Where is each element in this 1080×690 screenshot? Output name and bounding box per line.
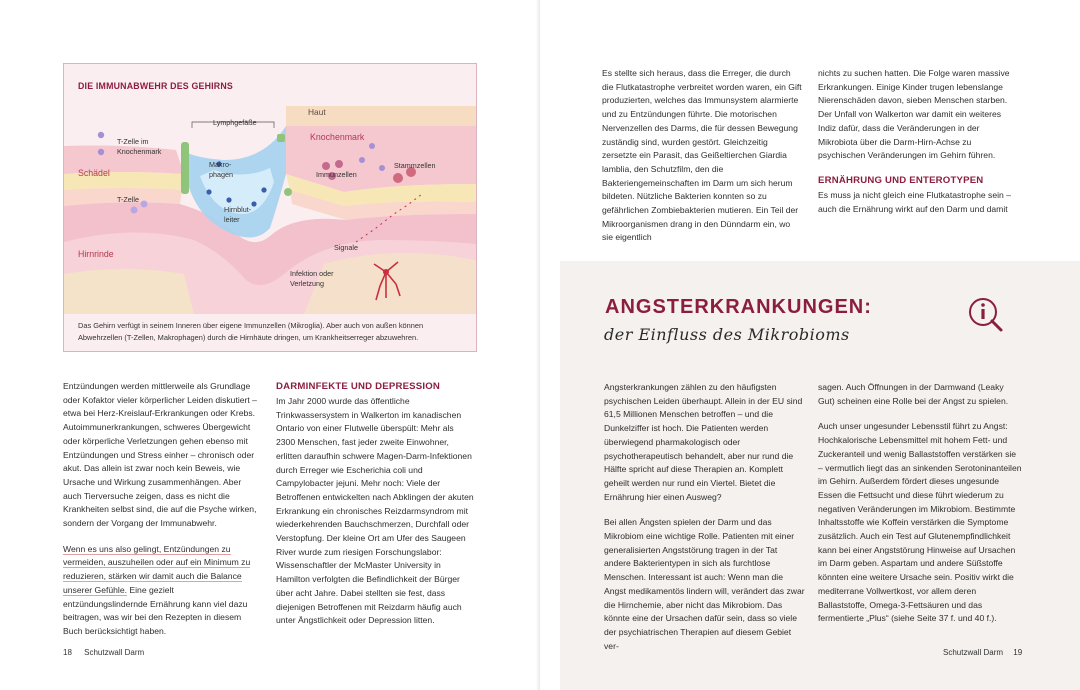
paragraph: Bei allen Ängsten spielen der Darm und das Mikrobiom eine wichtige Rolle. Patienten mit einer generalisierten Angststörung tragen in der Tat andere Bakterientypen in sich als furchtlose Menschen. Interessant ist auch: Wenn man die Angst medikamentös lindern will, verändert das zwar die Hirnchemie, aber nicht das Mikrobiom. Das könnte eine der Ursachen dafür sein, dass so viele der psychiatrischen Therapien auf diesem Gebiet ver- bbox=[604, 517, 805, 651]
label-infektion-2: Verletzung bbox=[290, 279, 324, 288]
page-number: 18 bbox=[63, 648, 72, 657]
left-column-2 bbox=[276, 381, 474, 628]
label-hirnblutleiter-2: leiter bbox=[224, 215, 240, 224]
figure-labels bbox=[64, 64, 476, 351]
paragraph: Entzündungen werden mittlerweile als Grundlage oder Kofaktor vieler körperlicher Leiden diskutiert – etwa bei Herz-Kreislauf-Erkrankungen oder Krebs. Autoimmunerkrankungen, schweres Übergewicht oder körperliche Verletzungen gehen ebenso mit Entzündungen und Stress einher – chronisch oder akut. Das allein ist zwar noch kein Beweis, wie Ursache und Wirkung zusammenhängen. Aber auch Tierversuche zeigen, dass es nicht die Krankheiten selbst sind, die auf die Psyche wirken, sondern der Vorgang der Immunabwehr. bbox=[63, 381, 257, 529]
page-number: 19 bbox=[1013, 648, 1023, 657]
label-tzelle-knochenmark-2: Knochenmark bbox=[117, 147, 162, 156]
paragraph: Angsterkrankungen zählen zu den häufigsten psychischen Leiden überhaupt. Allein in der EU sind 61,5 Millionen Menschen betroffen – und die Dunkelziffer ist hoch. Die Patienten werden überwiegend pharmakologisch oder psychotherapeutisch behandelt, aber nur rund die Hälfte spricht auf diese Therapien an. Komplett geheilt werden nur rund ein Viertel. Bietet die Ernährung hier einen Ausweg? bbox=[604, 382, 803, 502]
label-lymphgefaesse: Lymphgefäße bbox=[213, 118, 257, 127]
footer-left bbox=[63, 648, 144, 657]
figure-caption: Das Gehirn verfügt in seinem Inneren über eigene Immunzellen (Mikroglia). Aber auch von außen können Abwehrzellen (T-Zellen, Makrophagen) durch die Hirnhäute dringen, um Krankheitserreger abzuwehren. bbox=[78, 321, 424, 342]
running-title: Schutzwall Darm bbox=[84, 648, 145, 657]
paragraph: sagen. Auch Öffnungen in der Darmwand (Leaky Gut) scheinen eine Rolle bei der Angst zu spielen. bbox=[818, 382, 1009, 406]
immune-defense-figure bbox=[63, 63, 477, 352]
label-tzelle-knochenmark-1: T-Zelle im bbox=[117, 137, 149, 146]
label-signale: Signale bbox=[334, 243, 358, 252]
figure-title: DIE IMMUNABWEHR DES GEHIRNS bbox=[78, 81, 233, 91]
label-knochenmark: Knochenmark bbox=[310, 132, 365, 142]
infobox-title: ANGSTERKRANKUNGEN: bbox=[605, 296, 872, 318]
infobox-column-2 bbox=[818, 381, 1022, 626]
label-schaedel: Schädel bbox=[78, 168, 110, 178]
paragraph: Auch unser ungesunder Lebensstil führt zu Angst: Hochkalorische Lebensmittel mit hohem Fett- und Zuckeranteil und wenig Ballaststoffen verstärken sie – vermutlich liegt das an sinkenden Serotoninanteilen im Gehirn. Außerdem fördert dieses ungesunde Essen die Fettsucht und diese führt wiederum zu negativen Veränderungen im Mikrobiom. Bestimmte Inhaltsstoffe wie Koffein verstärken die Symptome zusätzlich. Auch ein Test auf Glutenempfindlichkeit kann bei einer Angststörung Hinweise auf Ursachen im Darm geben. Aspartam und andere Süßstoffe könnten eine weitere Ursache sein. Positiv wirkt die mediterrane Vollwertkost, vor allem deren Ballaststoffe, Omega-3-Fettsäuren und das fermentierte „Plus“ (siehe Seite 37 f. und 40 f.). bbox=[818, 421, 1022, 624]
infobox-column-1 bbox=[604, 381, 806, 653]
label-infektion-1: Infektion oder bbox=[290, 269, 334, 278]
label-stammzellen: Stammzellen bbox=[394, 161, 436, 170]
paragraph-rest: Eine gezielt entzündungslindernde Ernährung kann viel dazu beitragen, was wir bei den Rezepten in diesem Buch berücksichtigt haben. bbox=[63, 584, 248, 636]
label-hirnblutleiter-1: Hirnblut- bbox=[224, 205, 252, 214]
underlined-sentence: Wenn es uns also gelingt, Entzündungen zu vermeiden, auszuheilen oder auf ein Minimum zu reduzieren, stärken wir damit auch die Balance unserer Gefühle. bbox=[63, 543, 251, 595]
label-makrophagen-2: phagen bbox=[209, 170, 233, 179]
info-magnifier-icon bbox=[965, 294, 1005, 334]
label-haut: Haut bbox=[308, 107, 326, 117]
running-title: Schutzwall Darm bbox=[943, 648, 1004, 657]
label-makrophagen-1: Makro- bbox=[209, 160, 232, 169]
paragraph: Es muss ja nicht gleich eine Flutkatastrophe sein – auch die Ernährung wirkt auf den Darm und damit bbox=[818, 189, 1011, 214]
paragraph: Es stellte sich heraus, dass die Erreger, die durch die Flutkatastrophe verbreitet worden waren, ein Gift produzierten, welches das Immunsystem alarmierte und zu Entzündungen führte. Die motorischen Nervenzellen des Darms, die für dessen Bewegung zuständig sind, wurden gestört. Gleichzeitig zersetzte ein Parasit, das Geißeltierchen Giardia lamblia, den Schutzfilm, den die Bakteriengemeinschaften im Darm um sich herum bildeten. Nützliche Bakterien konnten so zu gefährlichen Zombiebakterien mutieren. Ein Teil der Mikroorganismen drang in den Dünndarm ein, wo sie eigentlich bbox=[602, 68, 802, 243]
right-column-1 bbox=[602, 67, 802, 245]
label-hirnrinde: Hirnrinde bbox=[78, 249, 114, 259]
infobox-subtitle: der Einfluss des Mikrobioms bbox=[604, 325, 850, 344]
left-column-1 bbox=[63, 380, 260, 639]
section-heading: ERNÄHRUNG UND ENTEROTYPEN bbox=[818, 174, 984, 186]
label-immunzellen: Immunzellen bbox=[316, 170, 357, 179]
section-heading: DARMINFEKTE UND DEPRESSION bbox=[276, 381, 441, 392]
paragraph: Im Jahr 2000 wurde das öffentliche Trinkwassersystem in Walkerton im kanadischen Ontario von einer Flutwelle überspült: Mehr als 2300 Menschen, fast jeder zweite Einwohner, erlitten daraufhin schwere Magen-Darm-Infektionen durch Erreger wie Escherichia coli und Campylobacter jejuni. Mehr noch: Viele der Betroffenen entwickelten nach Abklingen der akuten Erkrankung ein chronisches Reizdarmsyndrom mit wiederkehrenden Bauchschmerzen, Durchfall oder Verstopfung. Der kleine Ort am Ufer des Saugeen River wurde zum riesigen Forschungslabor: Wissenschaftler der McMaster University in Hamilton verfolgten die Befindlichkeit der Bürger über acht Jahre. Dabei stellten sie fest, dass diejenigen Betroffenen mit Reizdarm häufig auch unter Ängstlichkeit oder Depression litten. bbox=[276, 396, 474, 626]
anxiety-infobox bbox=[560, 261, 1080, 690]
right-column-2 bbox=[818, 67, 1018, 216]
paragraph-highlight bbox=[63, 543, 260, 639]
footer-right bbox=[943, 648, 1022, 657]
label-tzelle: T-Zelle bbox=[117, 195, 139, 204]
paragraph: nichts zu suchen hatten. Die Folge waren massive Erkrankungen. Einige Kinder trugen lebenslange Nierenschäden davon, sieben Menschen starben. Der Unfall von Walkerton war damit ein weiteres Indiz dafür, dass die Veränderungen in der Mikrobiota über die Darm-Hirn-Achse zu psychischen Veränderungen im Gehirn führen. bbox=[818, 68, 1010, 161]
